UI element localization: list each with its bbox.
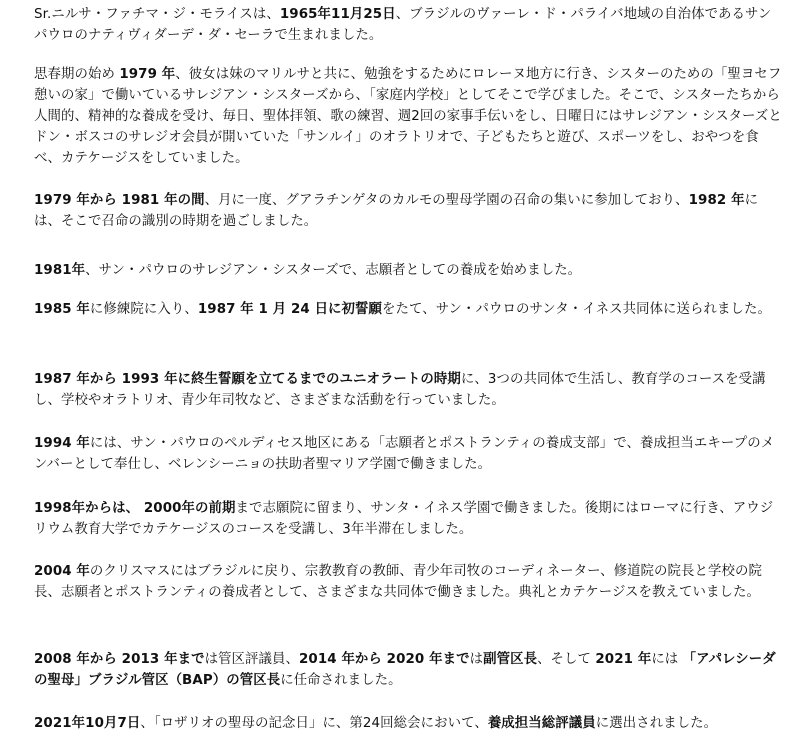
period-1998-2000: 1998年からは、 2000年の前期 bbox=[34, 501, 236, 516]
text-segment: まで志願院に留まり、サンタ・イネス学園で働きました。後期にはローマに行き、アウジリウム教育大学でカテケージスのコースを受講し、3年半滞在しました。 bbox=[34, 501, 774, 537]
year-1982: 1982 年 bbox=[688, 193, 745, 208]
period-1987-1993: 1987 年から 1993 年に終生誓願を立てるまでのユニオラートの時期 bbox=[34, 372, 461, 387]
paragraph-return-brazil bbox=[34, 561, 782, 603]
election-date: 2021年10月7日 bbox=[34, 716, 141, 731]
text-segment: 、「ロザリオの聖母の記念日」に、第24回総会において、 bbox=[140, 716, 488, 731]
year-2021: 2021 年 bbox=[595, 652, 652, 667]
year-1979: 1979 年 bbox=[119, 67, 176, 82]
paragraph-vocation bbox=[34, 190, 782, 232]
birth-date: 1965年11月25日 bbox=[279, 7, 396, 22]
text-segment: 、彼女は妹のマリルサと共に、勉強をするためにロレーヌ地方に行き、シスターのための「聖ヨセフ憩いの家」で働いているサレジアン・シスターズから、「家庭内学校」としてそこで学びました。そこで、シスターたちから人間的、精神的な養成を受け、毎日、聖体拝領、歌の練習、週2回の家事手伝いをし、日曜日にはサレジアン・シスターズとドン・ボスコのサレジオ会員が開いていた「サンルイ」のオラトリオで、子どもたちと遊び、スポーツをし、おやつを食べ、カテケージスをしていました。 bbox=[34, 67, 782, 166]
text-segment: に、3つの共同体で生活し、教育学のコースを受講し、学校やオラトリオ、青少年司牧など、さまざまな活動を行っていました。 bbox=[34, 372, 766, 408]
paragraph-birth bbox=[34, 4, 782, 46]
period-2014-2020: 2014 年から 2020 年まで bbox=[299, 652, 470, 667]
paragraph-formation-team bbox=[34, 433, 782, 475]
text-segment: には、そこで召命の識別の時期を過ごしました。 bbox=[34, 193, 759, 229]
period-2008-2013: 2008 年から 2013 年まで bbox=[34, 652, 205, 667]
text-segment: 思春期の始め bbox=[34, 67, 120, 82]
text-segment: には、サン・パウロのペルディセス地区にある「志願者とポストランティの養成支部」で、養成担当エキープのメンバーとして奉仕し、ベレンシーニョの扶助者聖マリア学園で働きました。 bbox=[34, 436, 775, 472]
text-segment: に修練院に入り、 bbox=[89, 302, 198, 317]
paragraph-rome bbox=[34, 498, 782, 540]
paragraph-novitiate bbox=[34, 299, 771, 320]
text-segment: 、ブラジルのヴァーレ・ド・パライバ地域の自治体であるサンパウロのナティヴィダーデ・ダ・セーラで生まれました。 bbox=[34, 7, 772, 43]
text-segment: 、そして bbox=[537, 652, 596, 667]
text-segment: 、サン・パウロのサレジアン・シスターズで、志願者としての養成を始めました。 bbox=[85, 263, 582, 278]
paragraph-juniorate bbox=[34, 369, 782, 411]
text-segment: に任命されました。 bbox=[280, 673, 402, 688]
text-segment: のクリスマスにはブラジルに戻り、宗教教育の教師、青少年司牧のコーディネーター、修道院の院長と学校の院長、志願者とポストランティの養成者として、さまざまな共同体で働きました。典礼とカテケージスを教えていました。 bbox=[34, 564, 762, 600]
paragraph-aspirant bbox=[34, 260, 581, 281]
paragraph-adolescence bbox=[34, 64, 782, 169]
provincial-title: 「アパレシーダの聖母」ブラジル管区（BAP）の管区長 bbox=[34, 652, 776, 688]
text-segment: には bbox=[651, 652, 683, 667]
year-1994: 1994 年 bbox=[34, 436, 90, 451]
period-1979-1981: 1979 年から 1981 年の間 bbox=[34, 193, 205, 208]
year-1981: 1981年 bbox=[34, 263, 86, 278]
paragraph-general-councillor bbox=[34, 713, 717, 734]
year-2004: 2004 年 bbox=[34, 564, 90, 579]
text-segment: Sr.ニルサ・ファチマ・ジ・モライスは、 bbox=[34, 7, 280, 22]
text-segment: は bbox=[469, 652, 484, 667]
paragraph-provincial bbox=[34, 649, 782, 691]
vice-provincial-title: 副管区長 bbox=[483, 652, 538, 667]
text-segment: 、月に一度、グアラチンゲタのカルモの聖母学園の召命の集いに参加しており、 bbox=[204, 193, 689, 208]
general-councillor-title: 養成担当総評議員 bbox=[487, 716, 596, 731]
text-segment: は管区評議員、 bbox=[204, 652, 300, 667]
text-segment: をたて、サン・パウロのサンタ・イネス共同体に送られました。 bbox=[382, 302, 771, 317]
year-1985: 1985 年 bbox=[34, 302, 90, 317]
first-profession-date: 1987 年 1 月 24 日に初誓願 bbox=[197, 302, 383, 317]
text-segment: に選出されました。 bbox=[595, 716, 718, 731]
